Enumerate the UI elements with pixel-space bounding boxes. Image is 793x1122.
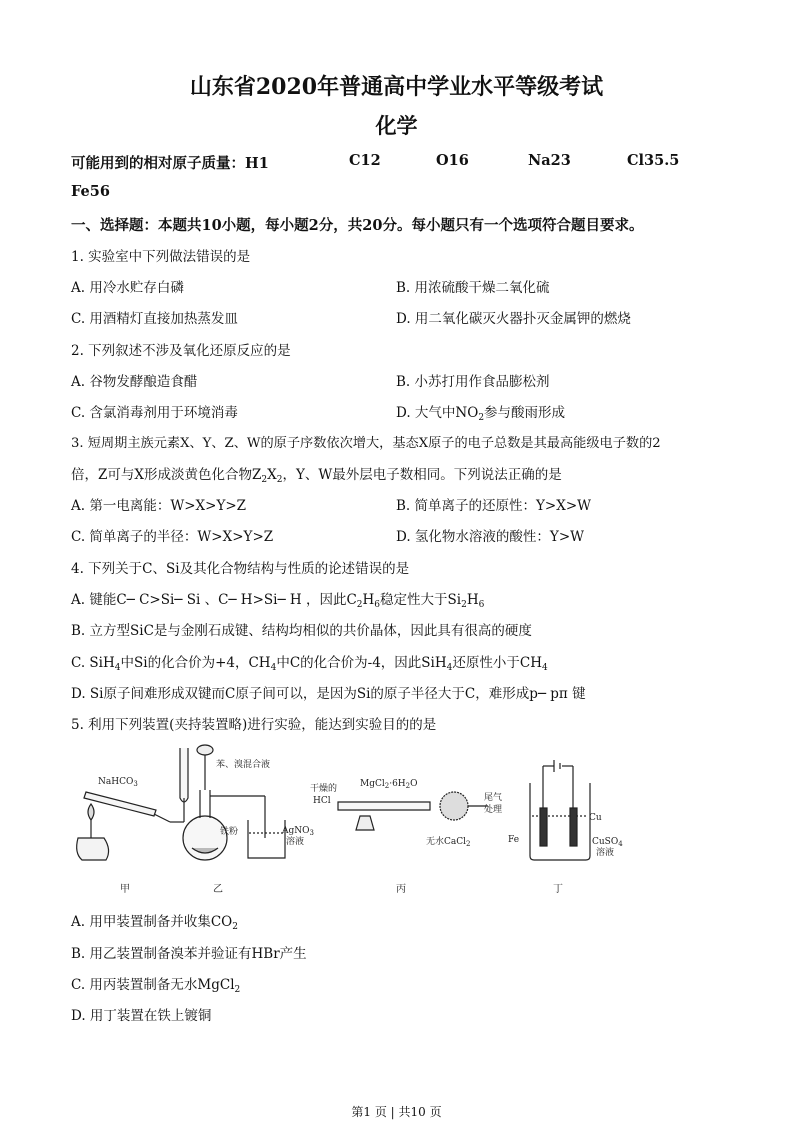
q5-option-a: A. 用甲装置制备并收集$CO_2$ xyxy=(71,914,238,932)
q1-option-b: B. 用浓硫酸干燥二氧化硫 xyxy=(396,280,550,296)
atomic-mass-cl: Cl35.5 xyxy=(627,152,680,169)
q4-option-a: A. 键能C─ C>Si─ Si 、C─ H>Si─ H ，因此$C_2H_6$稳定性大于$Si_2H_6$ xyxy=(71,592,485,610)
label-ding: 丁 xyxy=(553,884,563,895)
label-benzene: 苯、溴混合液 xyxy=(216,760,271,770)
label-cu: Cu xyxy=(589,813,602,823)
q4-stem: 4. 下列关于C、Si及其化合物结构与性质的论述错误的是 xyxy=(71,561,410,577)
q1-option-d: D. 用二氧化碳灭火器扑灭金属钾的燃烧 xyxy=(396,311,631,327)
exam-title: 山东省2020年普通高中学业水平等级考试 xyxy=(189,74,604,100)
apparatus-ding xyxy=(530,760,590,860)
label-agno3: AgNO$_3$ xyxy=(282,826,314,837)
label-cacl2: 无水CaCl$_2$ xyxy=(426,837,471,848)
q3-option-a: A. 第一电离能：W>X>Y>Z xyxy=(71,498,247,514)
apparatus-bing xyxy=(338,792,488,830)
atomic-mass-na: Na23 xyxy=(528,152,571,169)
label-cuso4: CuSO$_4$ xyxy=(592,837,623,848)
atomic-mass-fe: Fe56 xyxy=(71,183,110,200)
q5-option-c: C. 用丙装置制备无水MgCl$_2$ xyxy=(71,977,241,995)
q5-option-b: B. 用乙装置制备溴苯并验证有HBr产生 xyxy=(71,946,307,962)
apparatus-figure xyxy=(70,738,670,898)
q1-option-a: A. 用冷水贮存白磷 xyxy=(71,280,184,296)
label-nahco3: NaHCO$_3$ xyxy=(98,777,138,788)
q5-option-d: D. 用丁装置在铁上镀铜 xyxy=(71,1008,212,1024)
atomic-mass-label: 可能用到的相对原子质量：H1 xyxy=(71,155,269,172)
q3-stem-line1: 3. 短周期主族元素X、Y、Z、W的原子序数依次增大，基态X原子的电子总数是其最高能级电子数的2 xyxy=(71,436,661,451)
q4-option-c: C. SiH$_4$中Si的化合价为+4，$CH_4$中C的化合价为-4，因此SiH$_4$还原性小于$CH_4$ xyxy=(71,655,548,673)
q2-option-a: A. 谷物发酵酿造食醋 xyxy=(71,374,198,390)
label-fe: Fe xyxy=(508,835,520,845)
q4-option-d: D. Si原子间难形成双键而C原子间可以，是因为Si的原子半径大于C，难形成p─ pπ 键 xyxy=(71,686,586,702)
q1-option-c: C. 用酒精灯直接加热蒸发皿 xyxy=(71,311,238,327)
label-cuso4-solution: 溶液 xyxy=(596,848,615,858)
label-bing: 丙 xyxy=(396,884,406,895)
q1-stem: 1. 实验室中下列做法错误的是 xyxy=(71,249,251,265)
atomic-mass-c: C12 xyxy=(349,152,381,169)
label-mgcl2: $MgCl_2\cdot 6H_2O$ xyxy=(360,779,418,790)
q3-option-c: C. 简单离子的半径：W>X>Y>Z xyxy=(71,529,274,545)
q2-option-b: B. 小苏打用作食品膨松剂 xyxy=(396,374,550,390)
section-heading: 一、选择题：本题共10小题，每小题2分，共20分。每小题只有一个选项符合题目要求。 xyxy=(71,217,644,234)
q2-option-d: D. 大气中$NO_2$参与酸雨形成 xyxy=(396,405,566,423)
label-iron: 铁粉 xyxy=(220,827,239,837)
q2-option-c: C. 含氯消毒剂用于环境消毒 xyxy=(71,405,238,421)
q5-stem: 5. 利用下列装置(夹持装置略)进行实验，能达到实验目的的是 xyxy=(71,717,437,733)
q4-option-b: B. 立方型SiC是与金刚石成键、结构均相似的共价晶体，因此具有很高的硬度 xyxy=(71,623,532,639)
label-hcl: HCl xyxy=(313,796,331,806)
q3-option-b: B. 简单离子的还原性：Y>X>W xyxy=(396,498,592,514)
label-yi: 乙 xyxy=(213,884,223,895)
label-tail-gas: 尾气 xyxy=(484,793,503,803)
apparatus-jia xyxy=(77,748,188,860)
q3-option-d: D. 氢化物水溶液的酸性：Y>W xyxy=(396,529,585,545)
label-agno3-solution: 溶液 xyxy=(286,837,305,847)
atomic-mass-o: O16 xyxy=(436,152,469,169)
q3-stem-line2: 倍，Z可与X形成淡黄色化合物$Z_2X_2$，Y、W最外层电子数相同。下列说法正确的是 xyxy=(71,467,562,485)
q2-stem: 2. 下列叙述不涉及氧化还原反应的是 xyxy=(71,343,291,359)
label-jia: 甲 xyxy=(120,884,130,895)
page-footer: 第1 页 | 共10 页 xyxy=(351,1105,442,1119)
label-tail-treatment: 处理 xyxy=(484,805,503,815)
subject-title: 化学 xyxy=(375,113,418,138)
label-dry: 干燥的 xyxy=(310,784,338,794)
